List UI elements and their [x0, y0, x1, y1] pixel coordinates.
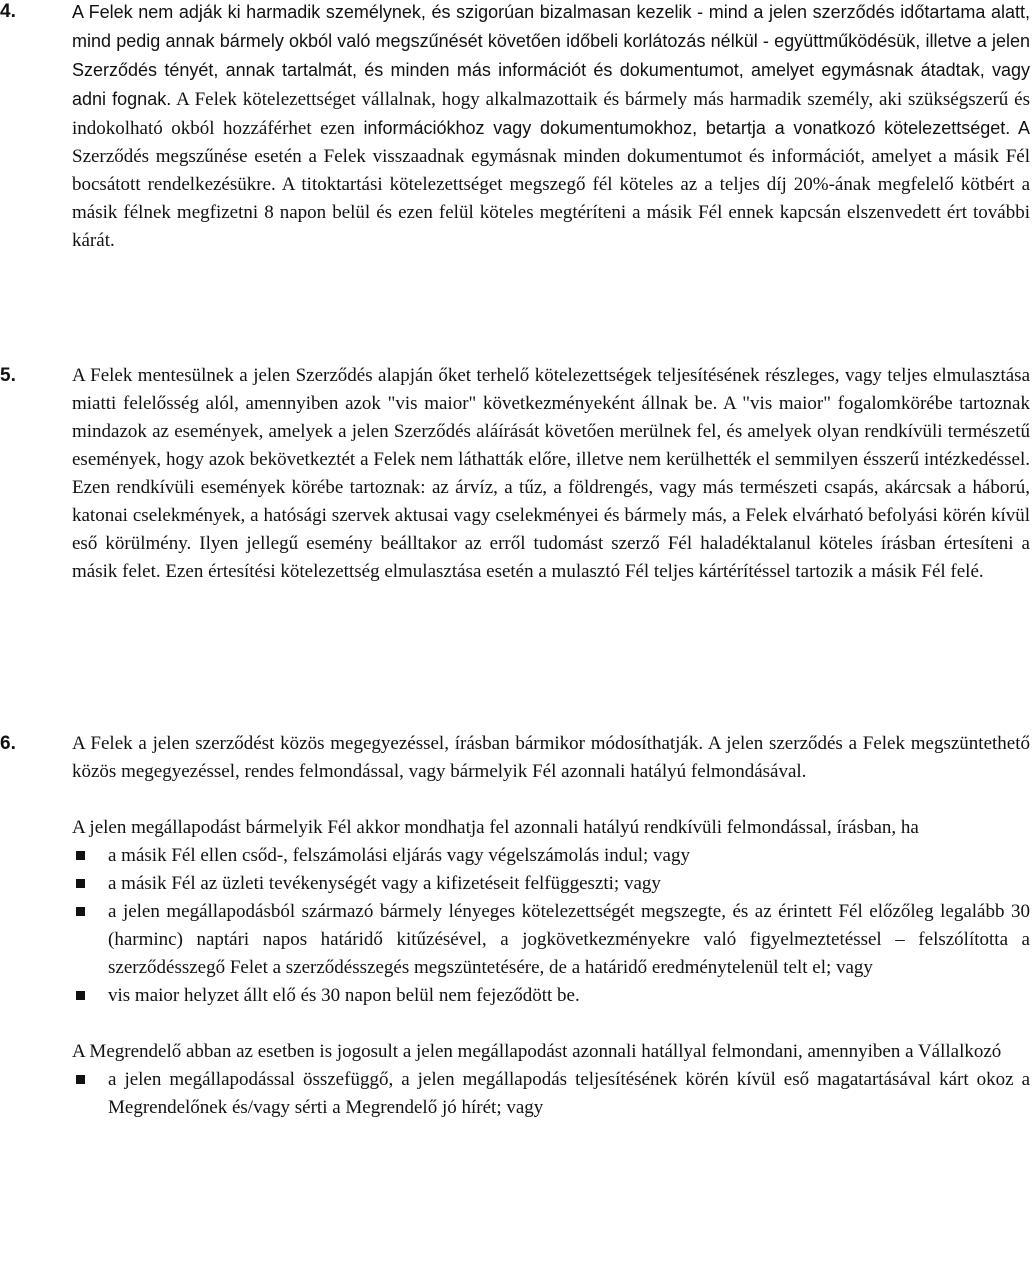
section-number: 5. — [0, 365, 16, 386]
section-number: 4. — [0, 1, 16, 22]
immediate-termination-intro: A jelen megállapodást bármelyik Fél akkor mondhatja fel azonnali hatályú rendkívüli felmondással, írásban, ha — [72, 817, 919, 838]
list-item: vis maior helyzet állt elő és 30 napon belül nem fejeződött be. — [72, 982, 1030, 1010]
client-termination-intro: A Megrendelő abban az esetben is jogosult a jelen megállapodást azonnali hatállyal felmondani, amennyiben a Vállalkozó — [72, 1041, 1002, 1062]
square-bullet-icon — [76, 907, 85, 916]
modification-text: A Felek a jelen szerződést közös megegyezéssel, írásban bármikor módosíthatják. A jelen szerződés a Felek megszüntethető közös megegyezéssel, rendes felmondással, vagy bármelyik Fél azonnali hatályú felmondásával. — [72, 733, 1030, 782]
force-majeure-text: A Felek mentesülnek a jelen Szerződés alapján őket terhelő kötelezettségek teljesítésének részleges, vagy teljes elmulasztása miatti felelősség alól, amennyiben azok "vis maior" következményeként állnak be. A "vis maior" fogalomkörébe tartoznak mindazok az események, amelyek a jelen Szerződés aláírását követően merülnek fel, és amelyek olyan rendkívüli természetű események, hogy azok bekövetkeztét a Felek nem láthatták előre, illetve nem kerülhették el semmilyen ésszerű intézkedéssel. Ezen rendkívüli események körébe tartoznak: az árvíz, a tűz, a földrengés, vagy más természeti csapás, akárcsak a háború, katonai cselekmények, a hatósági szervek aktusai vagy cselekményei és bármely más, a Felek elvárható befolyási körén kívül eső körülmény. Ilyen jellegű esemény beálltakor az erről tudomást szerző Fél haladéktalanul köteles írásban értesíteni a másik felet. Ezen értesítési kötelezettség elmulasztása esetén a mulasztó Fél teljes kártérítéssel tartozik a másik Fél felé. — [72, 365, 1030, 582]
section-6 — [0, 730, 1032, 1122]
square-bullet-icon — [76, 851, 85, 860]
section-4 — [0, 0, 1032, 255]
square-bullet-icon — [76, 1075, 85, 1084]
section-4-text — [72, 0, 1030, 255]
list-item: a jelen megállapodással összefüggő, a jelen megállapodás teljesítésének körén kívül eső magatartásával kárt okoz a Megrendelőnek és/vagy sérti a Megrendelő jó hírét; vagy — [72, 1066, 1030, 1122]
square-bullet-icon — [76, 991, 85, 1000]
obligation-clause-continued: információkhoz vagy dokumentumokhoz, betartja a vonatkozó kötelezettséget. A — [363, 118, 1031, 138]
confidentiality-clause: A Felek nem adják ki harmadik személynek, és szigorúan bizalmasan kezelik - mind a jelen szerződés időtartama alatt, mind pedig annak bármely okból való megszűnését követően időbeli korlátozás nélkül - együttműködésük, illetve a jelen Szerződés tényét, annak tartalmát, és minden más információt és dokumentumot, amelyet egymásnak átadtak, vagy adni fognak. — [72, 2, 1030, 109]
square-bullet-icon — [76, 879, 85, 888]
list-item: a másik Fél ellen csőd-, felszámolási eljárás vagy végelszámolás indul; vagy — [72, 842, 1030, 870]
termination-return-clause: Szerződés megszűnése esetén a Felek visszaadnak egymásnak minden dokumentumot és információt, amelyet a másik Fél bocsátott rendelkezésükre. A titoktartási kötelezettséget megszegő fél köteles az a teljes díj 20%-ának megfelelő kötbért a másik félnek megfizetni 8 napon belül és ezen felül köteles megtéríteni a másik Fél ennek kapcsán elszenvedett ért további kárát. — [72, 146, 1030, 251]
section-5 — [0, 362, 1032, 586]
list-item: a másik Fél az üzleti tevékenységét vagy a kifizetéseit felfüggeszti; vagy — [72, 870, 1030, 898]
section-number: 6. — [0, 733, 16, 754]
immediate-termination-list — [72, 842, 1030, 1010]
list-item: a jelen megállapodásból származó bármely lényeges kötelezettségét megszegte, és az érintett Fél előzőleg legalább 30 (harminc) naptári napos határidő kitűzésével, a jogkövetkezményekre való figyelmeztetéssel – felszólította a szerződésszegő Felet a szerződésszegés megszüntetésére, de a határidő eredménytelenül telt el; vagy — [72, 898, 1030, 982]
employee-obligation-clause: A Felek kötelezettséget vállalnak, hogy alkalmazottaik és bármely más harmadik személy, aki szükségszerű és indokolható okból hozzáférhet ezen — [72, 89, 1031, 139]
client-termination-list — [72, 1066, 1030, 1122]
